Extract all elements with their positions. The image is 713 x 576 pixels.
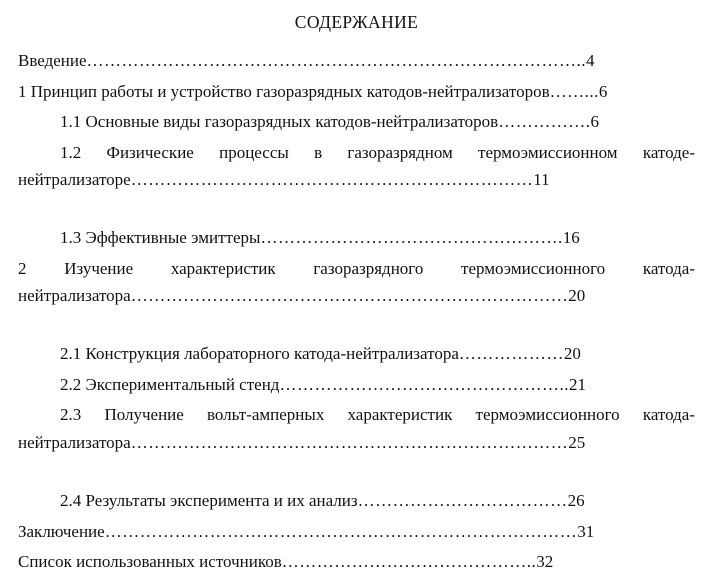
- toc-entry-text: Получение вольт-амперных характеристик термоэмиссионного катода-нейтрализатора: [18, 405, 695, 452]
- toc-dot-leader: …………………………………………….: [260, 228, 563, 248]
- toc-page-number: 6: [598, 81, 608, 101]
- toc-entry-text: Эффективные эмиттеры: [85, 228, 261, 248]
- toc-dot-leader: …………….: [498, 112, 591, 132]
- toc-entry[interactable]: [18, 139, 695, 222]
- toc-entry[interactable]: [18, 518, 695, 546]
- toc-entry-text: Конструкция лабораторного катода-нейтрализатора: [85, 344, 459, 364]
- toc-dot-leader: …………………………………………………………………………..: [86, 51, 587, 70]
- toc-entry-text: Введение: [18, 51, 87, 70]
- toc-page-number: 32: [536, 552, 554, 572]
- toc-dot-leader: ……...: [549, 81, 599, 101]
- toc-page-number: 26: [567, 490, 585, 510]
- toc-page-number: 20: [568, 286, 586, 306]
- toc-entry-number: 2.4: [60, 490, 82, 510]
- toc-entry[interactable]: [18, 78, 695, 106]
- toc-entry-number: 2.3: [60, 405, 82, 425]
- toc-entry[interactable]: [18, 487, 695, 515]
- toc-entry-text: Основные виды газоразрядных катодов-нейтрализаторов: [85, 112, 499, 132]
- toc-entry-text: Результаты эксперимента и их анализ: [85, 490, 358, 510]
- toc-dot-leader: …………………………………………………………………: [130, 286, 569, 306]
- toc-entry-text: Принцип работы и устройство газоразрядных катодов-нейтрализаторов: [30, 81, 550, 101]
- toc-page-number: 21: [568, 374, 586, 394]
- toc-dot-leader: ……………………………………………………………: [130, 170, 534, 190]
- toc-entry-number: 1.1: [60, 112, 82, 132]
- page-title: СОДЕРЖАНИЕ: [294, 12, 419, 32]
- toc-entry-text: Физические процессы в газоразрядном термоэмиссионном катоде-нейтрализаторе: [18, 142, 695, 190]
- toc-dot-leader: …………………………………………..: [279, 374, 569, 394]
- toc-dot-leader: …………………………………………………………………: [130, 432, 569, 452]
- toc-entry-number: 1: [18, 81, 27, 101]
- toc-dot-leader: ………………………………: [357, 490, 568, 510]
- toc-entry-number: 2.2: [60, 374, 82, 394]
- toc-entry[interactable]: [18, 224, 695, 252]
- toc-entry-number: 2: [18, 258, 27, 278]
- toc-entry[interactable]: [18, 340, 695, 368]
- toc-entry-number: 2.1: [60, 344, 82, 364]
- toc-entry-text: Заключение: [18, 521, 105, 541]
- toc-page-number: 16: [562, 228, 580, 248]
- toc-page-number: 25: [568, 432, 586, 452]
- toc-entry[interactable]: [18, 255, 695, 338]
- toc-page-number: 20: [563, 344, 581, 364]
- toc-entry-text: Экспериментальный стенд: [85, 374, 280, 394]
- toc-page-number: 6: [590, 112, 599, 132]
- toc-page-number: 11: [533, 170, 550, 190]
- toc-dot-leader: ………………………………………………………………………: [104, 521, 578, 541]
- toc-dot-leader: ………………: [458, 344, 564, 364]
- toc-entry-text: Изучение характеристик газоразрядного термоэмиссионного катода-нейтрализатора: [18, 258, 695, 306]
- toc-entry[interactable]: [18, 371, 695, 399]
- toc-entry-text: Список использованных источников: [18, 552, 282, 572]
- toc-entry[interactable]: [18, 47, 695, 75]
- toc-entry-list: [18, 47, 695, 576]
- toc-entry-number: 1.3: [60, 228, 82, 248]
- toc-entry[interactable]: [18, 401, 695, 484]
- toc-entry[interactable]: [18, 108, 695, 136]
- toc-page-number: 4: [586, 51, 595, 70]
- toc-page-number: 31: [577, 521, 595, 541]
- toc-entry-number: 1.2: [60, 142, 82, 162]
- toc-dot-leader: ……………………………………..: [281, 552, 537, 572]
- toc-entry[interactable]: [18, 548, 695, 576]
